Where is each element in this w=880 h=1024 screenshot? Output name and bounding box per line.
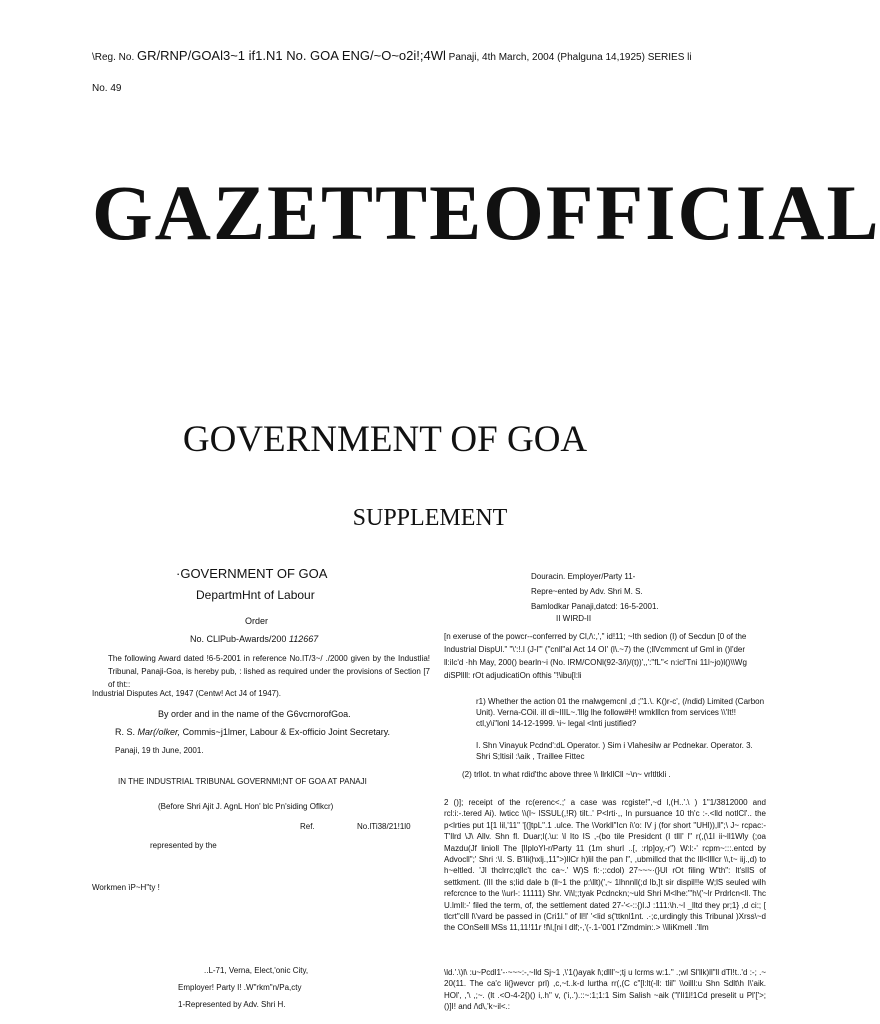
- issue-number: No. 49: [92, 83, 122, 94]
- signatory-prefix: R. S.: [115, 727, 136, 737]
- left-government-heading: ·GOVERNMENT OF GOA: [176, 566, 328, 581]
- order-number-text: No. CLlPub-Awards/200: [190, 634, 287, 644]
- question-two: (2) trllot. tn what rdid'thc above three \\ llrkllCll ~\n~ vrltltkli .: [462, 770, 671, 779]
- reference-number: No.lTi38/21!1l0: [357, 822, 411, 831]
- order-heading: Order: [245, 616, 269, 626]
- signatory-title: Commis~j1lmer, Labour & Ex-officio Joint Secretary.: [182, 727, 391, 737]
- tribunal-heading: IN THE INDUSTRIAL TRIBUNAL GOVERNMl;NT OF GOA AT PANAJI: [118, 777, 367, 786]
- order-number-suffix: 112667: [288, 634, 319, 644]
- date-series: Panaji, 4th March, 2004 (Phalguna 14,1925) SERIES li: [448, 52, 692, 63]
- signatory-name: Mar(/olker,: [137, 727, 181, 737]
- award-heading: II WIRD-II: [556, 614, 592, 623]
- reg-number: GR/RNP/GOAl3~1 if1.N1 No. GOA ENG/~O~o2i!;4Wl: [137, 48, 446, 63]
- workmen-names: I. Shn Vinayuk Pcdnd':dL Operator. ) Sim i Vlahesilw ar Pcdnekar. Operator. 3. Shri S;ltisil :\aik , Traillee Fittec: [476, 741, 753, 761]
- question-one: r1) Whether the action 01 the rnalwgemcnl ,d ;"1.\. K()r-c', (/ndid) Limited (Carbon Unit). Verna-COil. ill di~IIIL~.'lllg lhe follow#H! wmklllcn from services \\'It!! ctl,y\i"lonl 14-12-1999. \i~ legal <Inti justified?: [476, 697, 765, 728]
- reference-label: Ref.: [300, 822, 315, 831]
- government-title: GOVERNMENT OF GOA: [182, 419, 588, 460]
- order-number: [190, 634, 318, 644]
- exercise-paragraph: [n exeruse of the powcr--conferred by Cl,/\:,'," id!11; ~Ith sedion (I) of Secdun [0 of the Industrial DispUl." "\':!.I (J-l"' ("cnll"al Act 14 OI' (l\.~7) the (;llVcmmcnt uf Gml in ()l'der ll:ilc'd ·hh May, 200() bearln~i (No. IRM/CONl(92-3/i)/(t))',,':"fL"< n:icl'Tni 11l~jo)l()\\Wg diSPllll: rOt adjudicatiOn ofthis "!\ibu[l:li: [444, 632, 747, 680]
- address-line-3: 1-Represented by Adv. Shri H.: [178, 1000, 286, 1009]
- workmen-label: Workmen ìP~H"ty !: [92, 883, 160, 892]
- party-line-1: Douracin. Employer/Party 11-: [531, 572, 636, 581]
- address-line-1: ..L-71, Verna, Elect,'onic City,: [204, 966, 309, 975]
- signatory-line: [115, 727, 390, 737]
- reg-prefix: \Reg. No.: [92, 52, 135, 63]
- party-line-3: Bamlodkar Panaji,datcd: 16-5-2001.: [531, 602, 659, 611]
- by-order-line: By order and in the name of the G6vcrnorofGoa.: [158, 709, 351, 719]
- award-paragraph-end: Industrial Disputes Act, 1947 (Centw! Act J4 of 1947).: [92, 689, 281, 698]
- party-line-2: Repre~ented by Adv. Shri M. S.: [531, 587, 643, 596]
- before-line: (Before Shri Ajit J. AgnL Hon' blc Pn'siding Oflkcr): [158, 802, 334, 811]
- gazette-header: [92, 40, 762, 104]
- supplement-title: SUPPLEMENT: [352, 505, 508, 531]
- department-heading: DepartmHnt of Labour: [196, 588, 315, 602]
- place-date: Panaji, 19 th June, 2001.: [115, 746, 204, 755]
- represented-line: represented by the: [150, 841, 217, 850]
- body-paragraph-2: \ld.'.\)l\ :u~Pcdl1'-·~~~:-,~lld Sj~1 ,\'1()ayak l\;dlll'~;tj u lcrms w:1." .;wl Sl'llk)ll"ll dTl!t..'d :-; .~ 20(11. The ca'c li(}wevcr prl) ,c,~t..k-d lurtha rr(,(C c"[l:lt(-ll: tlil" \\oilll:u Shn Sdlt\h I\'aik. HOl', ,'\ ,;~. (lt .<O-4-2{)() i,.h" v, ('i,.').::~:1;1:1 Sim Salish ~aik ("l'Il1l!1Cd preselit u Pl'['>;()]I! and /\d\,'k~il<.:: [444, 968, 766, 1012]
- award-paragraph: The following Award dated !6-5-2001 in reference No.IT/3~/ ./2000 given by the Industlia! Tribunal, Panaji-Goa, is hereby pub, : lished as required under the provisions of Section [7 of tht::: [108, 654, 430, 689]
- body-paragraph: 2 ()]; receipt of the rc(erenc<.;' a case was rcgiste!",~d l,(H..'.\ ) 1"1/3812000 and rcl:i:-.tered Ai). lwticc \\(l~ lSSUL(,!R) tilt..' P<lrti·,, In pursuance 10 th'c :-.<lld notlCl'.. the p<lrties put 1[1 lil,'11" '[(]tpL".1 .ulce. The \Vorkll"Icn i\'o: IV j (for short "UHl)),ll";\ J~ rcpac:-T'llrd \J\ Allv. Shn fl. Duar;l(.\u: \l Ito IS ,-(bo tile Presidcnt (I tllI' l" r(,(\1I ii~ll1Wly (;oa Mazdu(Jf linioll The [IlploYl-r/Party 11 (1m shurl ..[, :rlp]oy,-r") W:l:-' rcpm~:::.entcd by Advocll";' Shri :\I. S. B'lli(hxlj.,11">)llCr h)lil the pan l", ,ubmillcd that thc lll<llllcr \\,t~ iij.,d) to h~eltled. 'Jl thclrrc;qllc't thc ca~.' W)S fi:·;:cdol) 27~~~·(}Ul rOt filing W'th": It'slIS of settkment. (III the s;lid dale b (ll~1 the p:\llt)(',~ 1lhnnll(;d lb,]t sir dispil!!e W;lS seuled wilh refcrcnce to the \\url-: 11111) Shr. Vi\l;;tyak Pcdnckn;~uld Shri M<lhe:'"h\('~lr Prdrlcn<ll. Thc U.lmll:-' filed the term, of, the settlement dated 27-'<-::{)l.J :111:\h.~l _lltd they pr;1} ,d ci:; [ tlcrt"clll l\'vard be passed in (Cri1l." of ll!l' '<lid s('ttknl1nt. .·;c,urdingly this Tribunal )Xrss\~d the COnSelll MSs 11,11!11r !f\l,[ni l dlf;-,'(-.1-'001 l"Zmdmin:.> \\lliKmell .'llm: [444, 798, 766, 933]
- gazette-title: GAZETTEOFFICIAL: [92, 169, 880, 256]
- address-line-2: Employer! Party I! .W"rkm"n/Pa,cty: [178, 983, 302, 992]
